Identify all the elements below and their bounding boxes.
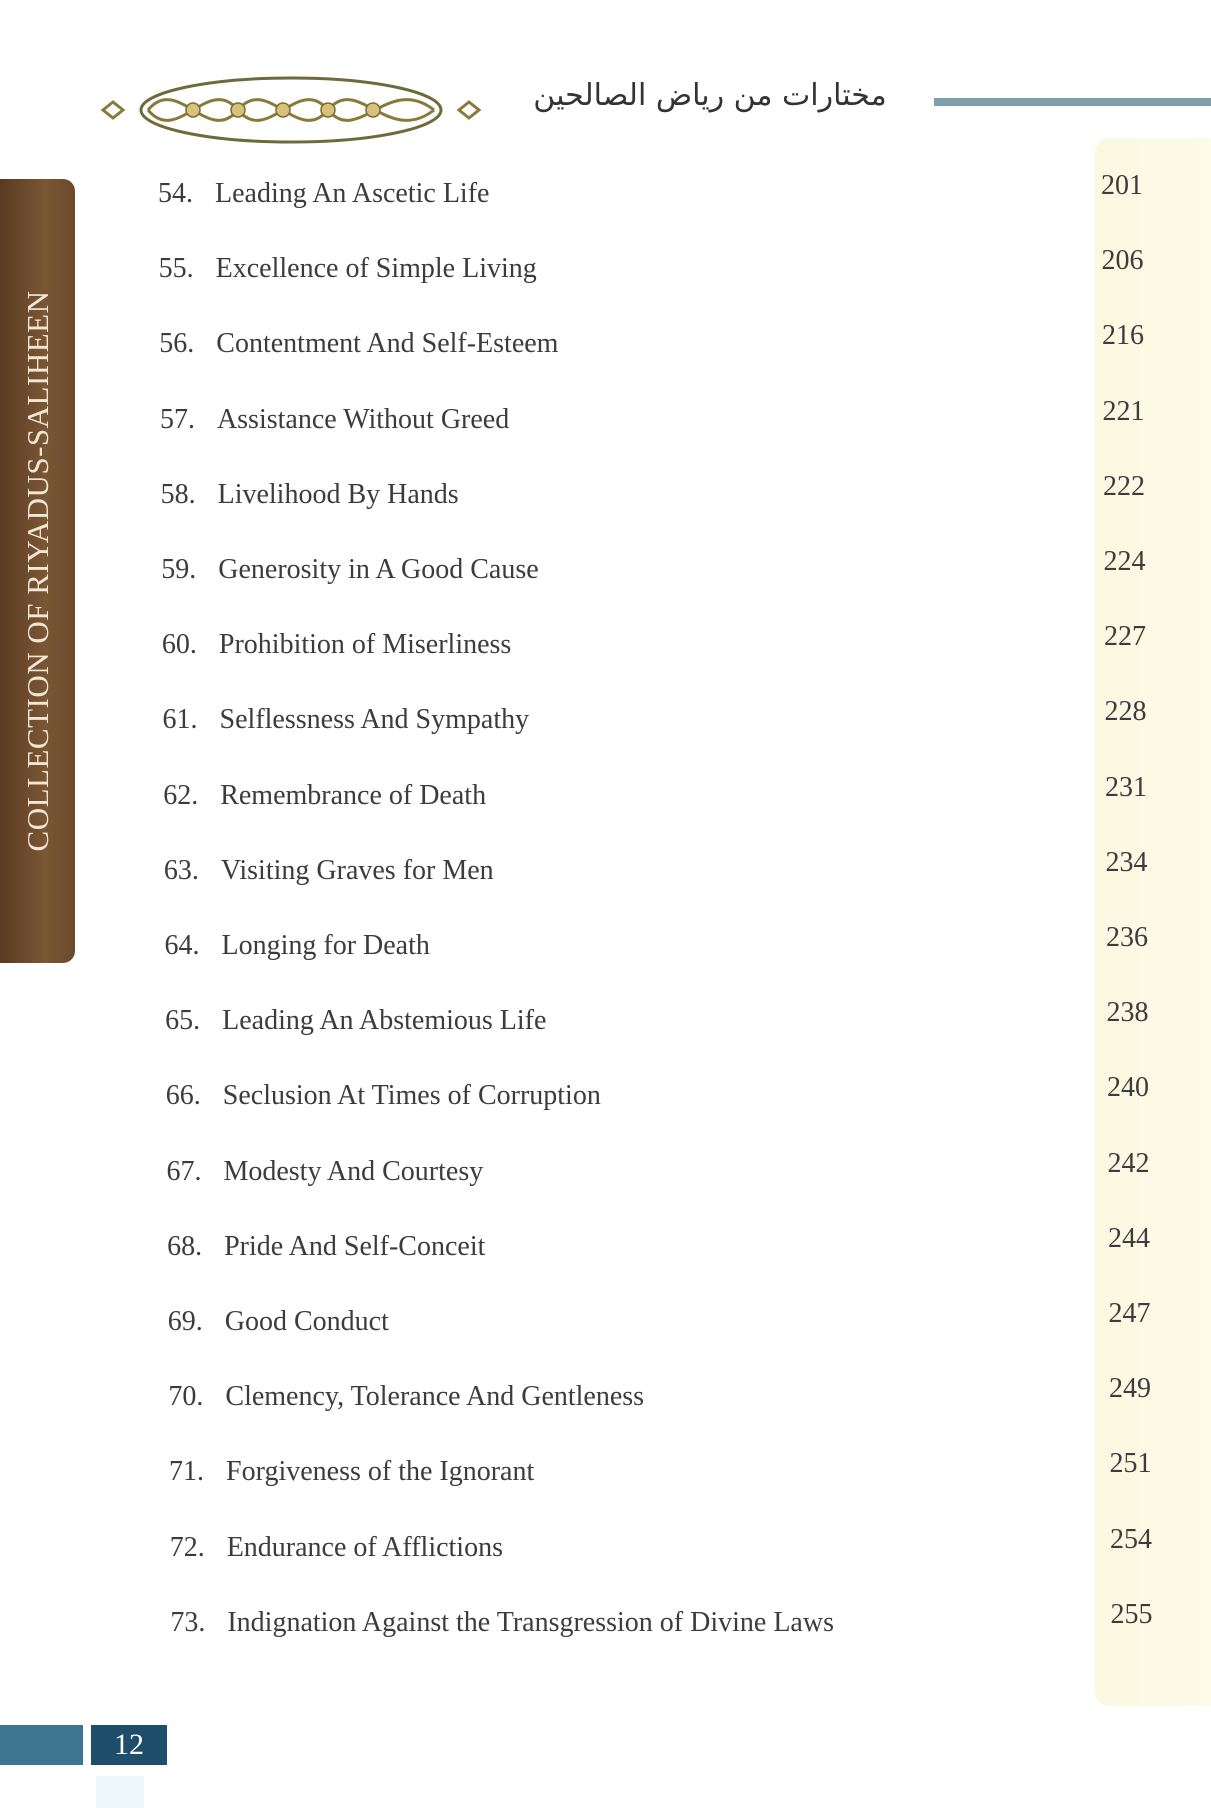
toc-number: 57.	[159, 403, 195, 435]
toc-entry	[0, 1598, 1211, 1647]
toc-page: 247	[1108, 1298, 1151, 1329]
toc-title: Selflessness And Sympathy	[219, 704, 530, 736]
toc-page: 240	[1107, 1072, 1149, 1104]
toc-number: 55.	[158, 253, 194, 285]
header-rule	[934, 98, 1211, 106]
toc-number: 66.	[165, 1080, 201, 1112]
toc-page: 249	[1109, 1373, 1151, 1405]
toc-number: 64.	[164, 930, 200, 961]
toc-entry	[0, 846, 1211, 895]
toc-title: Livelihood By Hands	[217, 478, 459, 510]
toc-page: 236	[1106, 922, 1148, 953]
toc-title: Clemency, Tolerance And Gentleness	[225, 1381, 645, 1413]
toc-page: 254	[1110, 1523, 1152, 1555]
toc-number: 62.	[163, 779, 199, 811]
toc-page: 201	[1101, 170, 1143, 201]
toc-number: 68.	[167, 1230, 203, 1262]
ornament-icon	[98, 74, 484, 146]
toc-entry	[0, 997, 1211, 1045]
toc-title: Seclusion At Times of Corruption	[222, 1080, 601, 1112]
toc-title: Longing for Death	[221, 930, 430, 961]
toc-page: 238	[1106, 997, 1149, 1029]
toc-entry	[0, 1448, 1211, 1496]
toc-entry	[0, 1298, 1211, 1346]
toc-number: 60.	[161, 629, 197, 661]
toc-number: 70.	[168, 1381, 204, 1413]
toc-entry	[0, 1147, 1211, 1196]
toc-number: 59.	[161, 554, 197, 585]
toc-page: 222	[1103, 470, 1145, 502]
toc-entry	[0, 621, 1211, 669]
toc-number: 71.	[169, 1456, 205, 1488]
toc-number: 69.	[167, 1306, 203, 1337]
header-arabic-title: مختارات من رياض الصالحين	[533, 78, 887, 113]
toc-page: 255	[1110, 1598, 1153, 1630]
toc-title: Endurance of Afflictions	[226, 1531, 503, 1563]
toc-entry	[0, 922, 1211, 970]
toc-entry	[0, 470, 1211, 519]
toc-entry	[0, 395, 1211, 444]
toc-page: 244	[1108, 1222, 1150, 1254]
toc-entry	[0, 1523, 1211, 1572]
toc-number: 61.	[162, 704, 198, 736]
footer-bar	[0, 1725, 83, 1765]
toc-page: 224	[1103, 546, 1146, 577]
toc-page: 216	[1102, 320, 1144, 352]
toc-entry	[0, 320, 1211, 368]
toc-entry	[0, 245, 1211, 293]
toc-title: Good Conduct	[224, 1306, 389, 1337]
toc-number: 72.	[169, 1531, 205, 1563]
toc-title: Leading An Abstemious Life	[222, 1005, 547, 1037]
toc-entry	[0, 771, 1211, 820]
toc-page: 251	[1109, 1448, 1152, 1480]
toc-page: 231	[1105, 771, 1147, 803]
toc-number: 54.	[158, 178, 193, 209]
toc-number: 67.	[166, 1155, 202, 1187]
toc-title: Excellence of Simple Living	[215, 253, 537, 285]
toc-title: Prohibition of Miserliness	[218, 629, 512, 661]
toc-page: 221	[1102, 395, 1145, 427]
toc-title: Assistance Without Greed	[216, 403, 510, 435]
toc-title: Pride And Self-Conceit	[224, 1230, 486, 1262]
toc-title: Remembrance of Death	[220, 779, 487, 811]
toc-number: 58.	[160, 478, 196, 510]
toc-title: Leading An Ascetic Life	[215, 178, 490, 209]
toc-title: Generosity in A Good Cause	[218, 554, 539, 585]
toc-entry	[0, 546, 1211, 594]
toc-page: 234	[1105, 846, 1148, 878]
toc-title: Forgiveness of the Ignorant	[226, 1456, 535, 1488]
book-title: COLLECTION OF RIYADUS-SALIHEEN	[19, 290, 55, 852]
toc-title: Visiting Graves for Men	[220, 854, 494, 886]
toc-number: 73.	[170, 1606, 206, 1638]
toc-number: 65.	[165, 1005, 201, 1037]
toc-title: Contentment And Self-Esteem	[216, 328, 559, 360]
toc-entry	[0, 1222, 1211, 1271]
toc-number: 63.	[163, 854, 199, 886]
toc-page: 227	[1104, 621, 1146, 653]
toc-page: 242	[1107, 1147, 1150, 1179]
toc-entry	[0, 696, 1211, 744]
toc-entry	[0, 1373, 1211, 1421]
page-number: 12	[91, 1725, 167, 1765]
toc-entry	[0, 170, 1211, 218]
toc-entry	[0, 1072, 1211, 1120]
toc-number: 56.	[159, 328, 195, 360]
toc-page: 228	[1104, 696, 1147, 728]
footer-stub	[96, 1776, 144, 1808]
toc-page: 206	[1101, 245, 1144, 277]
toc-title: Indignation Against the Transgression of Divine Laws	[227, 1606, 834, 1638]
toc-title: Modesty And Courtesy	[223, 1155, 484, 1187]
